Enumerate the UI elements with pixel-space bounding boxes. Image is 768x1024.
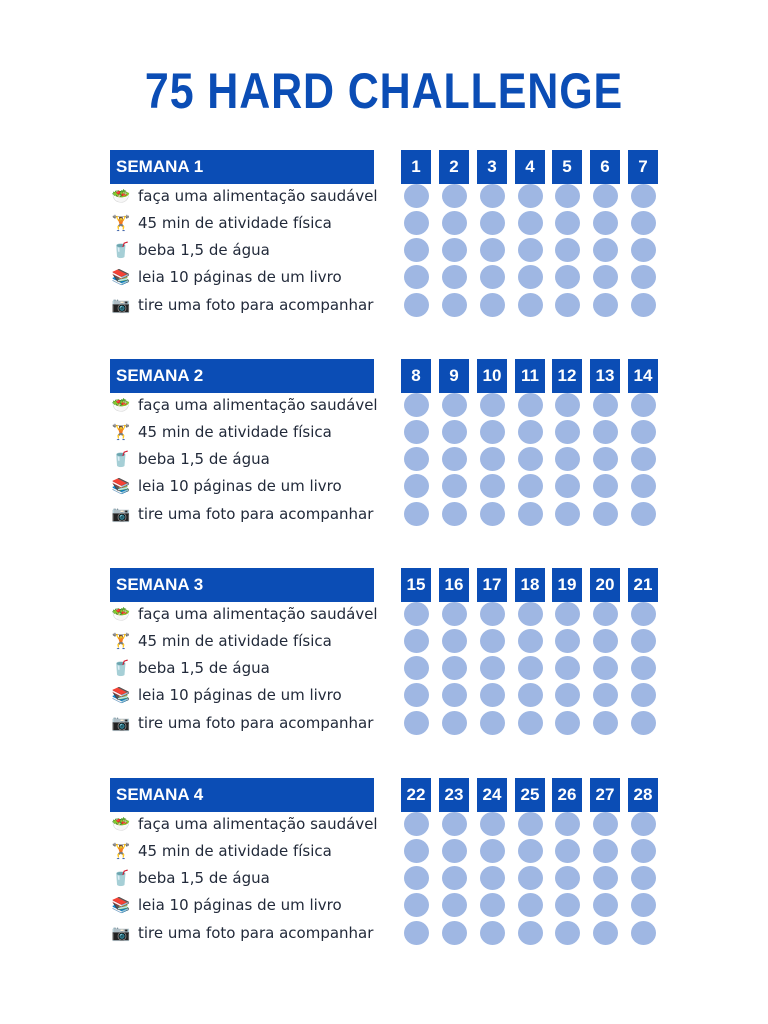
task-label: 45 min de atividade física — [138, 842, 332, 860]
task-row — [110, 630, 670, 652]
checkbox-circle[interactable] — [631, 866, 656, 890]
checkbox-circle[interactable] — [555, 265, 580, 289]
camera-icon: 📷 — [111, 505, 131, 523]
checkbox-circle[interactable] — [631, 293, 656, 317]
checkbox-circle[interactable] — [631, 502, 656, 526]
week-section-3 — [0, 568, 768, 768]
salad-bowl-icon: 🥗 — [111, 605, 131, 623]
checkbox-circle[interactable] — [442, 265, 467, 289]
checkbox-circle[interactable] — [518, 656, 543, 680]
checkbox-circle[interactable] — [442, 711, 467, 735]
checkbox-circle[interactable] — [480, 629, 505, 653]
checkbox-circle[interactable] — [555, 921, 580, 945]
checkbox-circle[interactable] — [555, 866, 580, 890]
task-row — [110, 712, 670, 734]
checkbox-circle[interactable] — [593, 812, 618, 836]
checkbox-circle[interactable] — [631, 683, 656, 707]
checkbox-circle[interactable] — [593, 393, 618, 417]
checkbox-circle[interactable] — [593, 893, 618, 917]
checkbox-circle[interactable] — [480, 474, 505, 498]
task-row — [110, 212, 670, 234]
checkbox-circle[interactable] — [404, 474, 429, 498]
checkbox-circle[interactable] — [631, 447, 656, 471]
day-number: 14 — [628, 359, 658, 393]
checkbox-circle[interactable] — [442, 921, 467, 945]
checkbox-circle[interactable] — [593, 420, 618, 444]
checkbox-circle[interactable] — [404, 866, 429, 890]
checkbox-circle[interactable] — [442, 866, 467, 890]
checkbox-circle[interactable] — [631, 211, 656, 235]
checkbox-circle[interactable] — [518, 812, 543, 836]
checkbox-circle[interactable] — [404, 656, 429, 680]
checkbox-circle[interactable] — [480, 265, 505, 289]
task-label: faça uma alimentação saudável — [138, 605, 378, 623]
task-row — [110, 475, 670, 497]
water-glass-icon: 🥤 — [111, 450, 131, 468]
checkbox-circle[interactable] — [555, 293, 580, 317]
checkbox-circle[interactable] — [631, 393, 656, 417]
week-header: SEMANA 3 — [110, 568, 374, 602]
camera-icon: 📷 — [111, 296, 131, 314]
checkbox-circle[interactable] — [593, 447, 618, 471]
checkbox-circle[interactable] — [555, 393, 580, 417]
checkbox-circle[interactable] — [631, 629, 656, 653]
week-header: SEMANA 4 — [110, 778, 374, 812]
checkbox-circle[interactable] — [480, 238, 505, 262]
day-number: 7 — [628, 150, 658, 184]
checkbox-circle[interactable] — [518, 839, 543, 863]
checkbox-circle[interactable] — [631, 184, 656, 208]
task-row — [110, 840, 670, 862]
checkbox-circle[interactable] — [480, 866, 505, 890]
checkbox-circle[interactable] — [518, 893, 543, 917]
checkbox-circle[interactable] — [518, 602, 543, 626]
day-number: 13 — [590, 359, 620, 393]
checkbox-circle[interactable] — [442, 184, 467, 208]
checkbox-circle[interactable] — [555, 447, 580, 471]
checkbox-circle[interactable] — [442, 393, 467, 417]
week-section-2 — [0, 359, 768, 559]
checkbox-circle[interactable] — [404, 393, 429, 417]
checkbox-circle[interactable] — [593, 629, 618, 653]
checkbox-circle[interactable] — [404, 893, 429, 917]
checkbox-circle[interactable] — [555, 602, 580, 626]
checkbox-circle[interactable] — [480, 393, 505, 417]
task-label: leia 10 páginas de um livro — [138, 477, 342, 495]
day-number: 3 — [477, 150, 507, 184]
checkbox-circle[interactable] — [518, 683, 543, 707]
task-label: leia 10 páginas de um livro — [138, 896, 342, 914]
checkbox-circle[interactable] — [555, 502, 580, 526]
checkbox-circle[interactable] — [593, 211, 618, 235]
dumbbell-icon: 🏋 — [111, 214, 131, 232]
week-header: SEMANA 2 — [110, 359, 374, 393]
checkbox-circle[interactable] — [631, 238, 656, 262]
day-number: 22 — [401, 778, 431, 812]
checkbox-circle[interactable] — [593, 474, 618, 498]
checkbox-circle[interactable] — [442, 656, 467, 680]
checkbox-circle[interactable] — [518, 921, 543, 945]
salad-bowl-icon: 🥗 — [111, 187, 131, 205]
day-number: 28 — [628, 778, 658, 812]
checkbox-circle[interactable] — [518, 629, 543, 653]
checkbox-circle[interactable] — [518, 211, 543, 235]
task-label: beba 1,5 de água — [138, 659, 270, 677]
water-glass-icon: 🥤 — [111, 659, 131, 677]
checkbox-circle[interactable] — [555, 238, 580, 262]
task-label: faça uma alimentação saudável — [138, 396, 378, 414]
checkbox-circle[interactable] — [555, 812, 580, 836]
checkbox-circle[interactable] — [555, 656, 580, 680]
checkbox-circle[interactable] — [555, 683, 580, 707]
checkbox-circle[interactable] — [404, 420, 429, 444]
day-number: 8 — [401, 359, 431, 393]
day-number: 9 — [439, 359, 469, 393]
task-row — [110, 448, 670, 470]
checkbox-circle[interactable] — [518, 420, 543, 444]
checkbox-circle[interactable] — [442, 683, 467, 707]
checkbox-circle[interactable] — [593, 839, 618, 863]
checkbox-circle[interactable] — [518, 502, 543, 526]
checkbox-circle[interactable] — [404, 447, 429, 471]
task-label: 45 min de atividade física — [138, 423, 332, 441]
day-number: 17 — [477, 568, 507, 602]
checkbox-circle[interactable] — [518, 238, 543, 262]
task-row — [110, 603, 670, 625]
task-row — [110, 867, 670, 889]
checkbox-circle[interactable] — [555, 184, 580, 208]
checkbox-circle[interactable] — [631, 656, 656, 680]
checkbox-circle[interactable] — [404, 602, 429, 626]
checkbox-circle[interactable] — [593, 293, 618, 317]
checkbox-circle[interactable] — [442, 420, 467, 444]
checkbox-circle[interactable] — [518, 866, 543, 890]
task-label: tire uma foto para acompanhar — [138, 924, 374, 942]
checkbox-circle[interactable] — [518, 474, 543, 498]
checkbox-circle[interactable] — [442, 893, 467, 917]
page-title: 75 HARD CHALLENGE — [144, 63, 624, 119]
salad-bowl-icon: 🥗 — [111, 396, 131, 414]
checkbox-circle[interactable] — [480, 502, 505, 526]
day-number: 25 — [515, 778, 545, 812]
checkbox-circle[interactable] — [631, 711, 656, 735]
checkbox-circle[interactable] — [555, 893, 580, 917]
checkbox-circle[interactable] — [480, 602, 505, 626]
checkbox-circle[interactable] — [518, 393, 543, 417]
dumbbell-icon: 🏋 — [111, 842, 131, 860]
checkbox-circle[interactable] — [404, 293, 429, 317]
week-section-1 — [0, 150, 768, 350]
checkbox-circle[interactable] — [480, 211, 505, 235]
checkbox-circle[interactable] — [480, 683, 505, 707]
task-row — [110, 813, 670, 835]
task-label: tire uma foto para acompanhar — [138, 296, 374, 314]
day-number: 19 — [552, 568, 582, 602]
camera-icon: 📷 — [111, 924, 131, 942]
day-number: 18 — [515, 568, 545, 602]
checkbox-circle[interactable] — [404, 629, 429, 653]
checkbox-circle[interactable] — [480, 921, 505, 945]
task-label: 45 min de atividade física — [138, 632, 332, 650]
task-row — [110, 185, 670, 207]
checkbox-circle[interactable] — [631, 812, 656, 836]
water-glass-icon: 🥤 — [111, 869, 131, 887]
checkbox-circle[interactable] — [518, 265, 543, 289]
checkbox-circle[interactable] — [404, 211, 429, 235]
checkbox-circle[interactable] — [518, 293, 543, 317]
task-label: tire uma foto para acompanhar — [138, 505, 374, 523]
checkbox-circle[interactable] — [555, 474, 580, 498]
task-label: beba 1,5 de água — [138, 450, 270, 468]
books-icon: 📚 — [111, 896, 131, 914]
day-number: 21 — [628, 568, 658, 602]
task-row — [110, 894, 670, 916]
checkbox-circle[interactable] — [442, 602, 467, 626]
checkbox-circle[interactable] — [404, 839, 429, 863]
week-section-4 — [0, 778, 768, 978]
checkbox-circle[interactable] — [480, 839, 505, 863]
checkbox-circle[interactable] — [631, 602, 656, 626]
checkbox-circle[interactable] — [442, 812, 467, 836]
checkbox-circle[interactable] — [555, 211, 580, 235]
checkbox-circle[interactable] — [442, 474, 467, 498]
checkbox-circle[interactable] — [404, 921, 429, 945]
dumbbell-icon: 🏋 — [111, 632, 131, 650]
checkbox-circle[interactable] — [404, 502, 429, 526]
day-number: 5 — [552, 150, 582, 184]
checkbox-circle[interactable] — [631, 893, 656, 917]
checkbox-circle[interactable] — [631, 420, 656, 444]
task-label: faça uma alimentação saudável — [138, 815, 378, 833]
day-number: 15 — [401, 568, 431, 602]
checkbox-circle[interactable] — [404, 683, 429, 707]
day-number: 23 — [439, 778, 469, 812]
day-number: 2 — [439, 150, 469, 184]
dumbbell-icon: 🏋 — [111, 423, 131, 441]
checkbox-circle[interactable] — [480, 420, 505, 444]
task-label: beba 1,5 de água — [138, 241, 270, 259]
books-icon: 📚 — [111, 686, 131, 704]
task-row — [110, 503, 670, 525]
task-label: 45 min de atividade física — [138, 214, 332, 232]
checkbox-circle[interactable] — [593, 184, 618, 208]
task-row — [110, 294, 670, 316]
checkbox-circle[interactable] — [593, 683, 618, 707]
checkbox-circle[interactable] — [480, 656, 505, 680]
checkbox-circle[interactable] — [442, 293, 467, 317]
checkbox-circle[interactable] — [631, 839, 656, 863]
camera-icon: 📷 — [111, 714, 131, 732]
day-number: 12 — [552, 359, 582, 393]
day-number: 10 — [477, 359, 507, 393]
checkbox-circle[interactable] — [593, 602, 618, 626]
task-label: tire uma foto para acompanhar — [138, 714, 374, 732]
checkbox-circle[interactable] — [442, 629, 467, 653]
checkbox-circle[interactable] — [518, 447, 543, 471]
day-number: 24 — [477, 778, 507, 812]
day-number: 1 — [401, 150, 431, 184]
checkbox-circle[interactable] — [555, 629, 580, 653]
checkbox-circle[interactable] — [593, 265, 618, 289]
checkbox-circle[interactable] — [404, 238, 429, 262]
task-row — [110, 657, 670, 679]
task-row — [110, 239, 670, 261]
day-number: 16 — [439, 568, 469, 602]
checkbox-circle[interactable] — [480, 184, 505, 208]
checkbox-circle[interactable] — [631, 265, 656, 289]
day-number: 26 — [552, 778, 582, 812]
checkbox-circle[interactable] — [593, 866, 618, 890]
checkbox-circle[interactable] — [480, 812, 505, 836]
day-number: 20 — [590, 568, 620, 602]
checkbox-circle[interactable] — [404, 812, 429, 836]
task-row — [110, 394, 670, 416]
task-label: faça uma alimentação saudável — [138, 187, 378, 205]
checkbox-circle[interactable] — [593, 502, 618, 526]
checkbox-circle[interactable] — [555, 839, 580, 863]
checkbox-circle[interactable] — [442, 211, 467, 235]
checkbox-circle[interactable] — [631, 474, 656, 498]
checkbox-circle[interactable] — [631, 921, 656, 945]
task-label: leia 10 páginas de um livro — [138, 268, 342, 286]
checkbox-circle[interactable] — [480, 893, 505, 917]
checkbox-circle[interactable] — [480, 711, 505, 735]
week-header: SEMANA 1 — [110, 150, 374, 184]
day-number: 6 — [590, 150, 620, 184]
checkbox-circle[interactable] — [442, 839, 467, 863]
books-icon: 📚 — [111, 477, 131, 495]
checkbox-circle[interactable] — [555, 420, 580, 444]
checkbox-circle[interactable] — [404, 265, 429, 289]
books-icon: 📚 — [111, 268, 131, 286]
task-label: beba 1,5 de água — [138, 869, 270, 887]
checkbox-circle[interactable] — [442, 238, 467, 262]
water-glass-icon: 🥤 — [111, 241, 131, 259]
checkbox-circle[interactable] — [593, 238, 618, 262]
day-number: 11 — [515, 359, 545, 393]
day-number: 4 — [515, 150, 545, 184]
checkbox-circle[interactable] — [480, 293, 505, 317]
task-row — [110, 922, 670, 944]
checkbox-circle[interactable] — [518, 184, 543, 208]
day-number: 27 — [590, 778, 620, 812]
checkbox-circle[interactable] — [593, 711, 618, 735]
task-row — [110, 266, 670, 288]
checkbox-circle[interactable] — [518, 711, 543, 735]
checkbox-circle[interactable] — [404, 184, 429, 208]
checkbox-circle[interactable] — [442, 447, 467, 471]
checkbox-circle[interactable] — [593, 656, 618, 680]
checkbox-circle[interactable] — [555, 711, 580, 735]
task-row — [110, 684, 670, 706]
checkbox-circle[interactable] — [480, 447, 505, 471]
task-label: leia 10 páginas de um livro — [138, 686, 342, 704]
checkbox-circle[interactable] — [442, 502, 467, 526]
checkbox-circle[interactable] — [404, 711, 429, 735]
task-row — [110, 421, 670, 443]
salad-bowl-icon: 🥗 — [111, 815, 131, 833]
checkbox-circle[interactable] — [593, 921, 618, 945]
